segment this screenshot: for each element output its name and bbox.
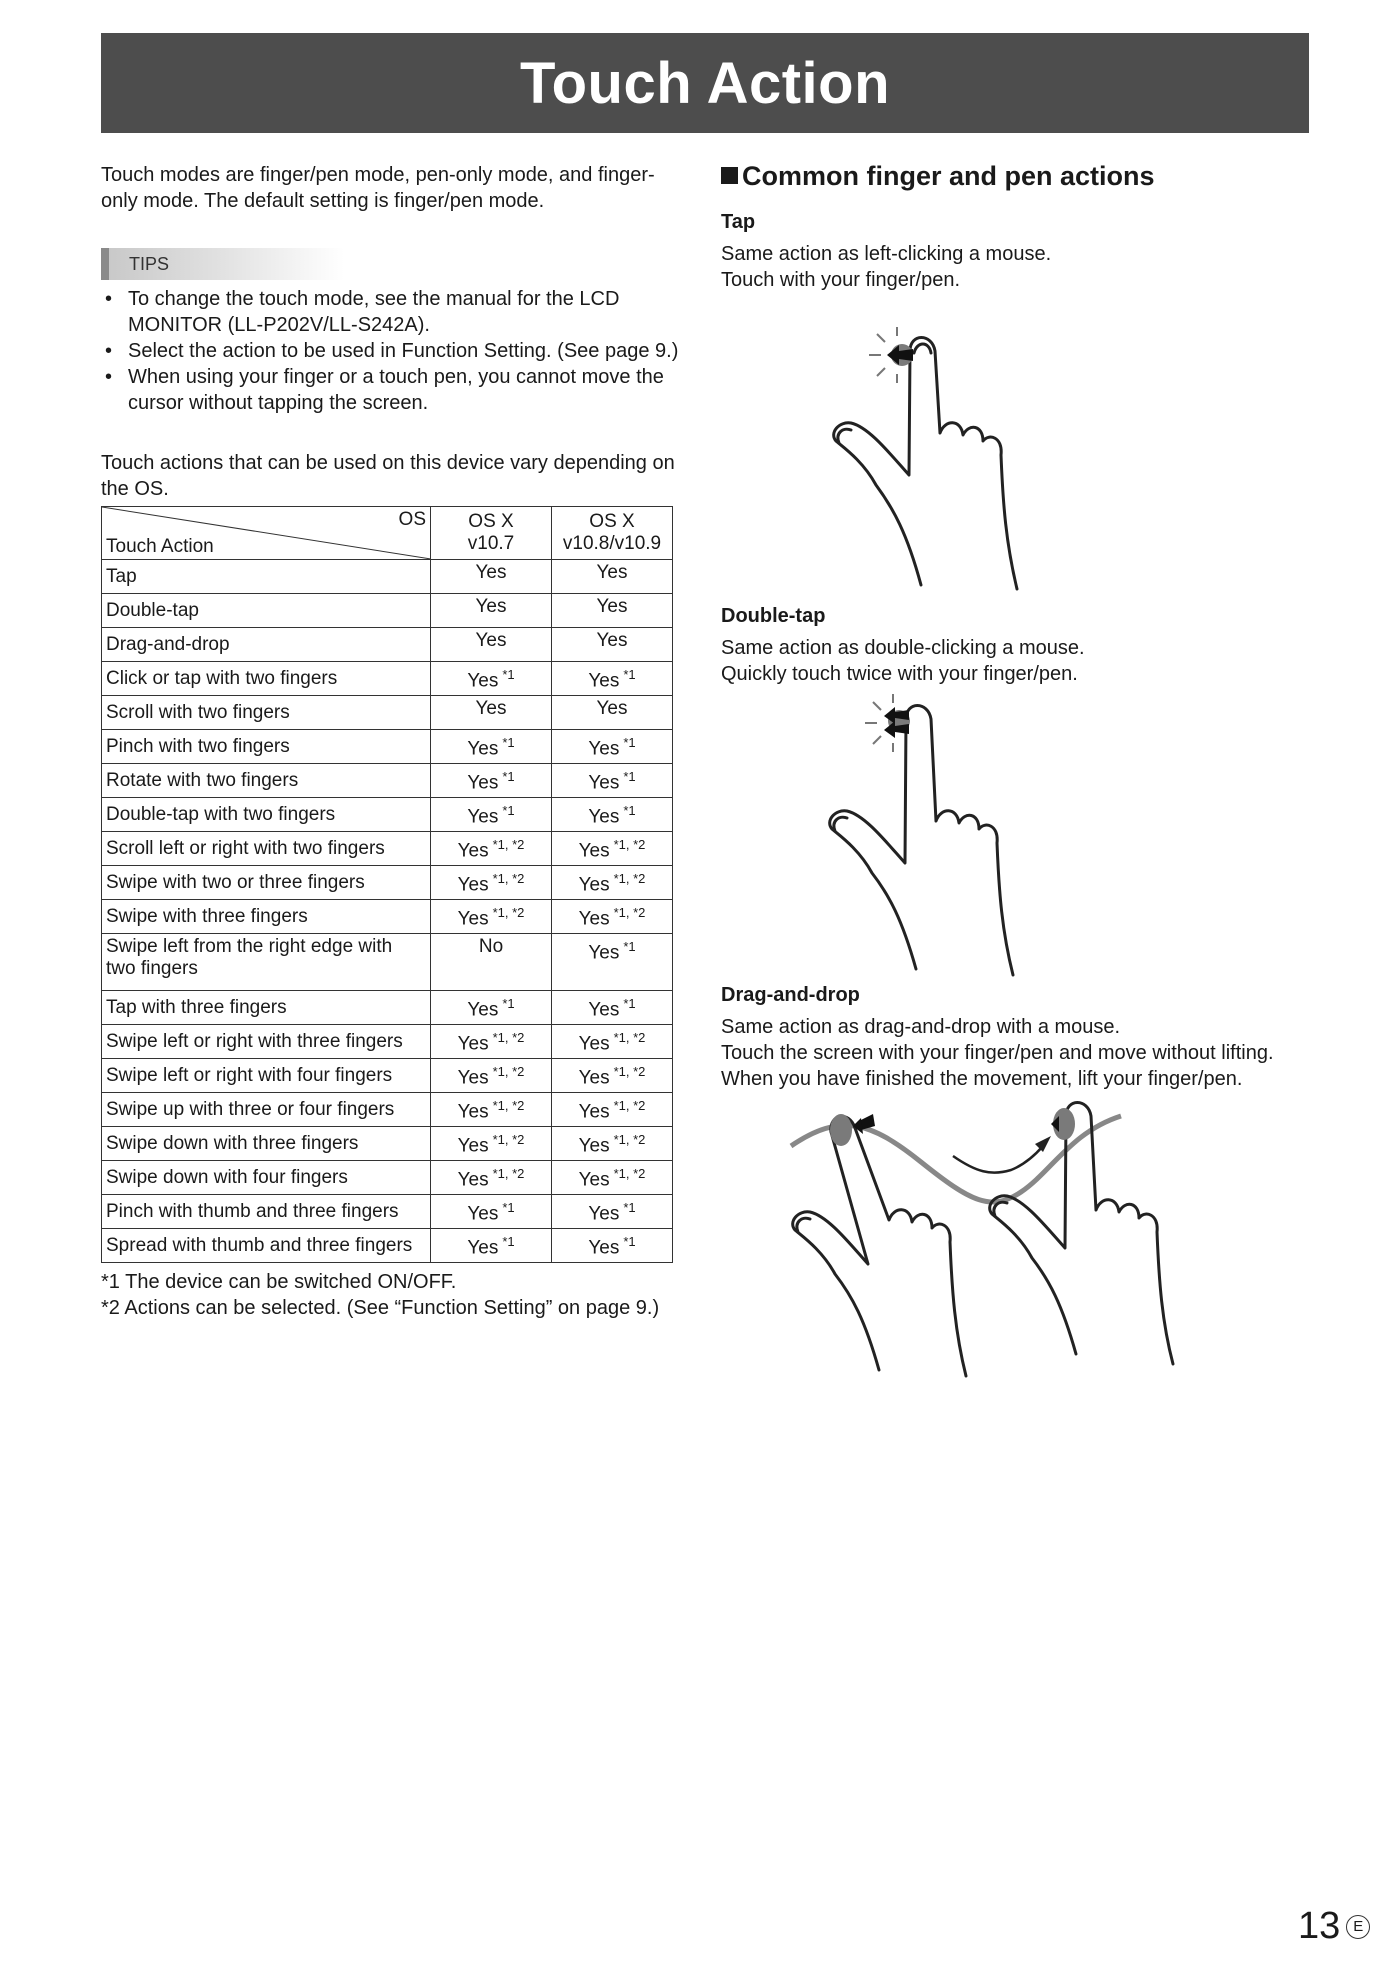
footnote-ref: *1 xyxy=(502,769,515,784)
footnote-ref: *1 xyxy=(623,1200,636,1215)
support-cell-v108: Yes xyxy=(552,696,673,730)
table-row xyxy=(102,1229,673,1263)
left-column xyxy=(101,162,691,1321)
table-row xyxy=(102,594,673,628)
footnote-ref: *1, *2 xyxy=(492,1166,525,1181)
touch-action-cell: Swipe up with three or four fingers xyxy=(102,1093,431,1127)
footnote-ref: *1, *2 xyxy=(492,905,525,920)
table-row xyxy=(102,934,673,991)
table-row xyxy=(102,991,673,1025)
support-cell-v107: Yes $^{*1, *2}$ xyxy=(431,1059,552,1093)
footnote-ref: *1 xyxy=(502,803,515,818)
touch-action-cell: Swipe down with four fingers xyxy=(102,1161,431,1195)
support-cell-v108: Yes $^{*1, *2}$ xyxy=(552,1127,673,1161)
touch-action-cell: Swipe left or right with three fingers xyxy=(102,1025,431,1059)
support-cell-v107: Yes $^{*1, *2}$ xyxy=(431,1093,552,1127)
touch-action-cell: Spread with thumb and three fingers xyxy=(102,1229,431,1263)
table-row xyxy=(102,1093,673,1127)
footnote-ref: *1 xyxy=(623,769,636,784)
table-row xyxy=(102,866,673,900)
support-cell-v107: Yes xyxy=(431,594,552,628)
support-cell-v107: Yes $^{*1, *2}$ xyxy=(431,1025,552,1059)
touch-action-table xyxy=(101,506,673,1263)
support-cell-v107: Yes $^{*1}$ xyxy=(431,662,552,696)
support-cell-v108: Yes $^{*1, *2}$ xyxy=(552,900,673,934)
table-body xyxy=(102,560,673,1263)
touch-action-cell: Swipe with two or three fingers xyxy=(102,866,431,900)
page-title: Touch Action xyxy=(519,50,891,116)
support-cell-v108: Yes $^{*1, *2}$ xyxy=(552,866,673,900)
support-cell-v107: Yes xyxy=(431,628,552,662)
touch-action-cell: Double-tap with two fingers xyxy=(102,798,431,832)
touch-action-cell: Swipe down with three fingers xyxy=(102,1127,431,1161)
touch-action-cell: Tap xyxy=(102,560,431,594)
footnote-ref: *1, *2 xyxy=(492,1132,525,1147)
table-row xyxy=(102,1059,673,1093)
tip-item: • To change the touch mode, see the manual for the LCD MONITOR (LL-P202V/LL-S242A). xyxy=(101,286,691,338)
support-cell-v107: Yes $^{*1, *2}$ xyxy=(431,832,552,866)
drag-desc-line: When you have finished the movement, lift your finger/pen. xyxy=(721,1068,1243,1090)
footnote-ref: *1 xyxy=(623,803,636,818)
drag-heading: Drag-and-drop xyxy=(721,984,860,1006)
support-cell-v107: Yes xyxy=(431,560,552,594)
footnote-ref: *1, *2 xyxy=(492,1030,525,1045)
table-row xyxy=(102,1161,673,1195)
double-tap-hand-icon xyxy=(721,687,1341,982)
footnote-ref: *1, *2 xyxy=(613,1132,646,1147)
footnote-ref: *1, *2 xyxy=(613,905,646,920)
drag-desc-line: Same action as drag-and-drop with a mouse. xyxy=(721,1016,1121,1038)
footnote-ref: *1 xyxy=(502,996,515,1011)
support-cell-v108: Yes $^{*1}$ xyxy=(552,764,673,798)
touch-action-cell: Double-tap xyxy=(102,594,431,628)
support-cell-v108: Yes $^{*1}$ xyxy=(552,798,673,832)
page-number: 13 E xyxy=(1298,1905,1370,1948)
footnote-ref: *1 xyxy=(623,996,636,1011)
right-column xyxy=(721,160,1341,1402)
touch-action-cell: Pinch with two fingers xyxy=(102,730,431,764)
support-cell-v108: Yes $^{*1, *2}$ xyxy=(552,832,673,866)
footnote-ref: *1, *2 xyxy=(613,1064,646,1079)
square-bullet-icon xyxy=(721,167,738,184)
support-cell-v107: Yes $^{*1, *2}$ xyxy=(431,900,552,934)
table-corner-header xyxy=(102,507,431,560)
support-cell-v108: Yes xyxy=(552,594,673,628)
table-row xyxy=(102,798,673,832)
footnote-1: *1 The device can be switched ON/OFF. xyxy=(101,1271,457,1293)
footnote-ref: *1 xyxy=(623,1234,636,1249)
touch-action-cell: Pinch with thumb and three fingers xyxy=(102,1195,431,1229)
footnote-ref: *1, *2 xyxy=(492,871,525,886)
support-cell-v108: Yes $^{*1, *2}$ xyxy=(552,1093,673,1127)
col-header-v108: OS X v10.8/v10.9 xyxy=(552,507,673,560)
touch-action-cell: Rotate with two fingers xyxy=(102,764,431,798)
tap-hand-icon xyxy=(721,293,1341,603)
footnotes xyxy=(101,1269,691,1321)
tap-desc-line: Same action as left-clicking a mouse. xyxy=(721,243,1052,265)
footnote-ref: *1, *2 xyxy=(613,1030,646,1045)
support-cell-v107: Yes $^{*1}$ xyxy=(431,1229,552,1263)
table-row xyxy=(102,730,673,764)
footnote-ref: *1, *2 xyxy=(492,1064,525,1079)
support-cell-v107: Yes $^{*1}$ xyxy=(431,798,552,832)
title-banner xyxy=(101,33,1309,133)
touch-action-cell: Swipe with three fingers xyxy=(102,900,431,934)
table-row xyxy=(102,696,673,730)
table-row xyxy=(102,662,673,696)
footnote-ref: *1, *2 xyxy=(492,1098,525,1113)
double-tap-heading: Double-tap xyxy=(721,605,826,627)
footnote-ref: *1 xyxy=(502,1200,515,1215)
footnote-ref: *1 xyxy=(623,939,636,954)
table-row xyxy=(102,1127,673,1161)
footnote-ref: *1 xyxy=(502,667,515,682)
double-tap-desc-line: Same action as double-clicking a mouse. xyxy=(721,637,1085,659)
table-row xyxy=(102,628,673,662)
support-cell-v108: Yes $^{*1}$ xyxy=(552,934,673,991)
os-note: Touch actions that can be used on this device vary depending on the OS. xyxy=(101,452,675,500)
drag-and-drop-hands-icon xyxy=(721,1092,1341,1402)
support-cell-v107: Yes $^{*1}$ xyxy=(431,991,552,1025)
support-cell-v108: Yes xyxy=(552,560,673,594)
section-heading: Common finger and pen actions xyxy=(721,160,1341,192)
support-cell-v107: Yes xyxy=(431,696,552,730)
footnote-ref: *1, *2 xyxy=(613,837,646,852)
support-cell-v108: Yes $^{*1, *2}$ xyxy=(552,1025,673,1059)
touch-action-cell: Scroll with two fingers xyxy=(102,696,431,730)
tap-desc-line: Touch with your finger/pen. xyxy=(721,269,961,291)
tip-item: • Select the action to be used in Function Setting. (See page 9.) xyxy=(101,338,691,364)
support-cell-v108: Yes $^{*1, *2}$ xyxy=(552,1059,673,1093)
footnote-ref: *1 xyxy=(623,667,636,682)
tips-label: TIPS xyxy=(101,248,344,280)
support-cell-v108: Yes $^{*1}$ xyxy=(552,991,673,1025)
support-cell-v108: Yes $^{*1, *2}$ xyxy=(552,1161,673,1195)
tips-list xyxy=(101,286,691,416)
col-header-v107: OS X v10.7 xyxy=(431,507,552,560)
support-cell-v108: Yes $^{*1}$ xyxy=(552,1195,673,1229)
touch-action-cell: Swipe left from the right edge with two fingers xyxy=(102,934,431,991)
touch-action-cell: Click or tap with two fingers xyxy=(102,662,431,696)
support-cell-v108: Yes $^{*1}$ xyxy=(552,730,673,764)
footnote-ref: *1, *2 xyxy=(492,837,525,852)
support-cell-v107: Yes $^{*1, *2}$ xyxy=(431,1161,552,1195)
touch-action-cell: Tap with three fingers xyxy=(102,991,431,1025)
corner-os-label: OS xyxy=(398,509,426,530)
double-tap-desc-line: Quickly touch twice with your finger/pen. xyxy=(721,663,1078,685)
footnote-ref: *1 xyxy=(502,735,515,750)
footnote-ref: *1, *2 xyxy=(613,871,646,886)
footnote-2: *2 Actions can be selected. (See “Function Setting” on page 9.) xyxy=(101,1297,660,1319)
support-cell-v107: Yes $^{*1}$ xyxy=(431,1195,552,1229)
touch-action-cell: Swipe left or right with four fingers xyxy=(102,1059,431,1093)
support-cell-v107: Yes $^{*1, *2}$ xyxy=(431,1127,552,1161)
touch-action-cell: Drag-and-drop xyxy=(102,628,431,662)
tip-item: • When using your finger or a touch pen, you cannot move the cursor without tapping the screen. xyxy=(101,364,691,416)
footnote-ref: *1 xyxy=(502,1234,515,1249)
table-row xyxy=(102,560,673,594)
support-cell-v107: Yes $^{*1}$ xyxy=(431,730,552,764)
support-cell-v107: Yes $^{*1}$ xyxy=(431,764,552,798)
support-cell-v107: No xyxy=(431,934,552,991)
table-row xyxy=(102,1195,673,1229)
footnote-ref: *1, *2 xyxy=(613,1166,646,1181)
intro-text: Touch modes are finger/pen mode, pen-only mode, and finger-only mode. The default setting is finger/pen mode. xyxy=(101,164,655,212)
support-cell-v108: Yes $^{*1}$ xyxy=(552,662,673,696)
support-cell-v107: Yes $^{*1, *2}$ xyxy=(431,866,552,900)
tap-heading: Tap xyxy=(721,211,756,233)
support-cell-v108: Yes xyxy=(552,628,673,662)
table-row xyxy=(102,1025,673,1059)
support-cell-v108: Yes $^{*1}$ xyxy=(552,1229,673,1263)
footnote-ref: *1, *2 xyxy=(613,1098,646,1113)
corner-action-label: Touch Action xyxy=(106,536,214,557)
drag-desc-line: Touch the screen with your finger/pen and move without lifting. xyxy=(721,1042,1274,1064)
footnote-ref: *1 xyxy=(623,735,636,750)
touch-action-cell: Scroll left or right with two fingers xyxy=(102,832,431,866)
table-row xyxy=(102,764,673,798)
language-mark-icon: E xyxy=(1346,1915,1370,1939)
table-row xyxy=(102,900,673,934)
table-row xyxy=(102,832,673,866)
